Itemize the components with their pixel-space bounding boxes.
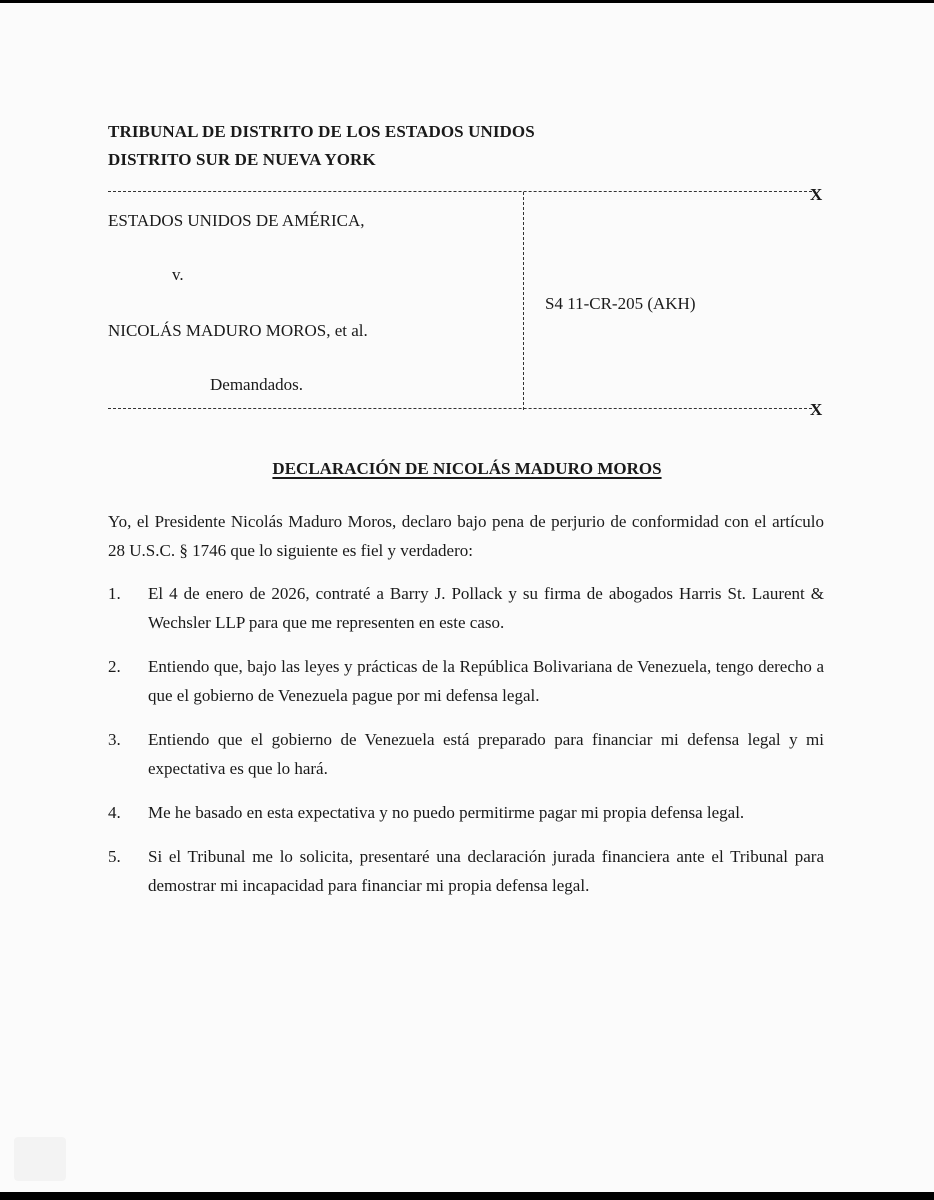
case-number: S4 11-CR-205 (AKH) (545, 294, 696, 313)
item-number: 5. (108, 847, 121, 866)
caption-top-rule (108, 191, 812, 192)
document-title-text: DECLARACIÓN DE NICOLÁS MADURO MOROS (272, 459, 662, 478)
item-text: Si el Tribunal me lo solicita, presentaré una declaración jurada financiera ante el Tribunal para demostrar mi incapacidad para financiar mi propia defensa legal. (148, 847, 824, 895)
list-item (108, 725, 824, 783)
versus-label: v. (172, 265, 184, 284)
item-number: 2. (108, 657, 121, 676)
list-item (108, 842, 824, 900)
defendant-role: Demandados. (210, 375, 304, 394)
court-name: TRIBUNAL DE DISTRITO DE LOS ESTADOS UNIDOS (108, 122, 535, 141)
bottom-frame-border (0, 1192, 934, 1200)
item-text: Me he basado en esta expectativa y no puedo permitirme pagar mi propia defensa legal. (148, 803, 745, 822)
item-number: 1. (108, 584, 121, 603)
declaration-list (108, 579, 824, 900)
corner-artifact (14, 1137, 66, 1181)
defendant-name: NICOLÁS MADURO MOROS, et al. (108, 321, 368, 340)
list-item (108, 652, 824, 710)
caption-top-x: X (810, 185, 823, 204)
court-heading (108, 118, 535, 174)
list-item (108, 798, 824, 827)
caption-bottom-rule (108, 408, 812, 409)
document-title (0, 458, 934, 480)
intro-paragraph: Yo, el Presidente Nicolás Maduro Moros, declaro bajo pena de perjurio de conformidad con el artículo 28 U.S.C. § 1746 que lo siguiente es fiel y verdadero: (108, 512, 824, 560)
plaintiff-name: ESTADOS UNIDOS DE AMÉRICA, (108, 211, 365, 230)
caption-bottom-x: X (810, 400, 823, 419)
court-district: DISTRITO SUR DE NUEVA YORK (108, 150, 376, 169)
item-number: 4. (108, 803, 121, 822)
item-text: El 4 de enero de 2026, contraté a Barry J. Pollack y su firma de abogados Harris St. Laurent & Wechsler LLP para que me representen en este caso. (148, 584, 824, 632)
item-text: Entiendo que el gobierno de Venezuela está preparado para financiar mi defensa legal y mi expectativa es que lo hará. (148, 730, 824, 778)
list-item (108, 579, 824, 637)
item-number: 3. (108, 730, 121, 749)
item-text: Entiendo que, bajo las leyes y prácticas de la República Bolivariana de Venezuela, tengo derecho a que el gobierno de Venezuela pague por mi defensa legal. (148, 657, 824, 705)
caption-divider (523, 192, 524, 410)
